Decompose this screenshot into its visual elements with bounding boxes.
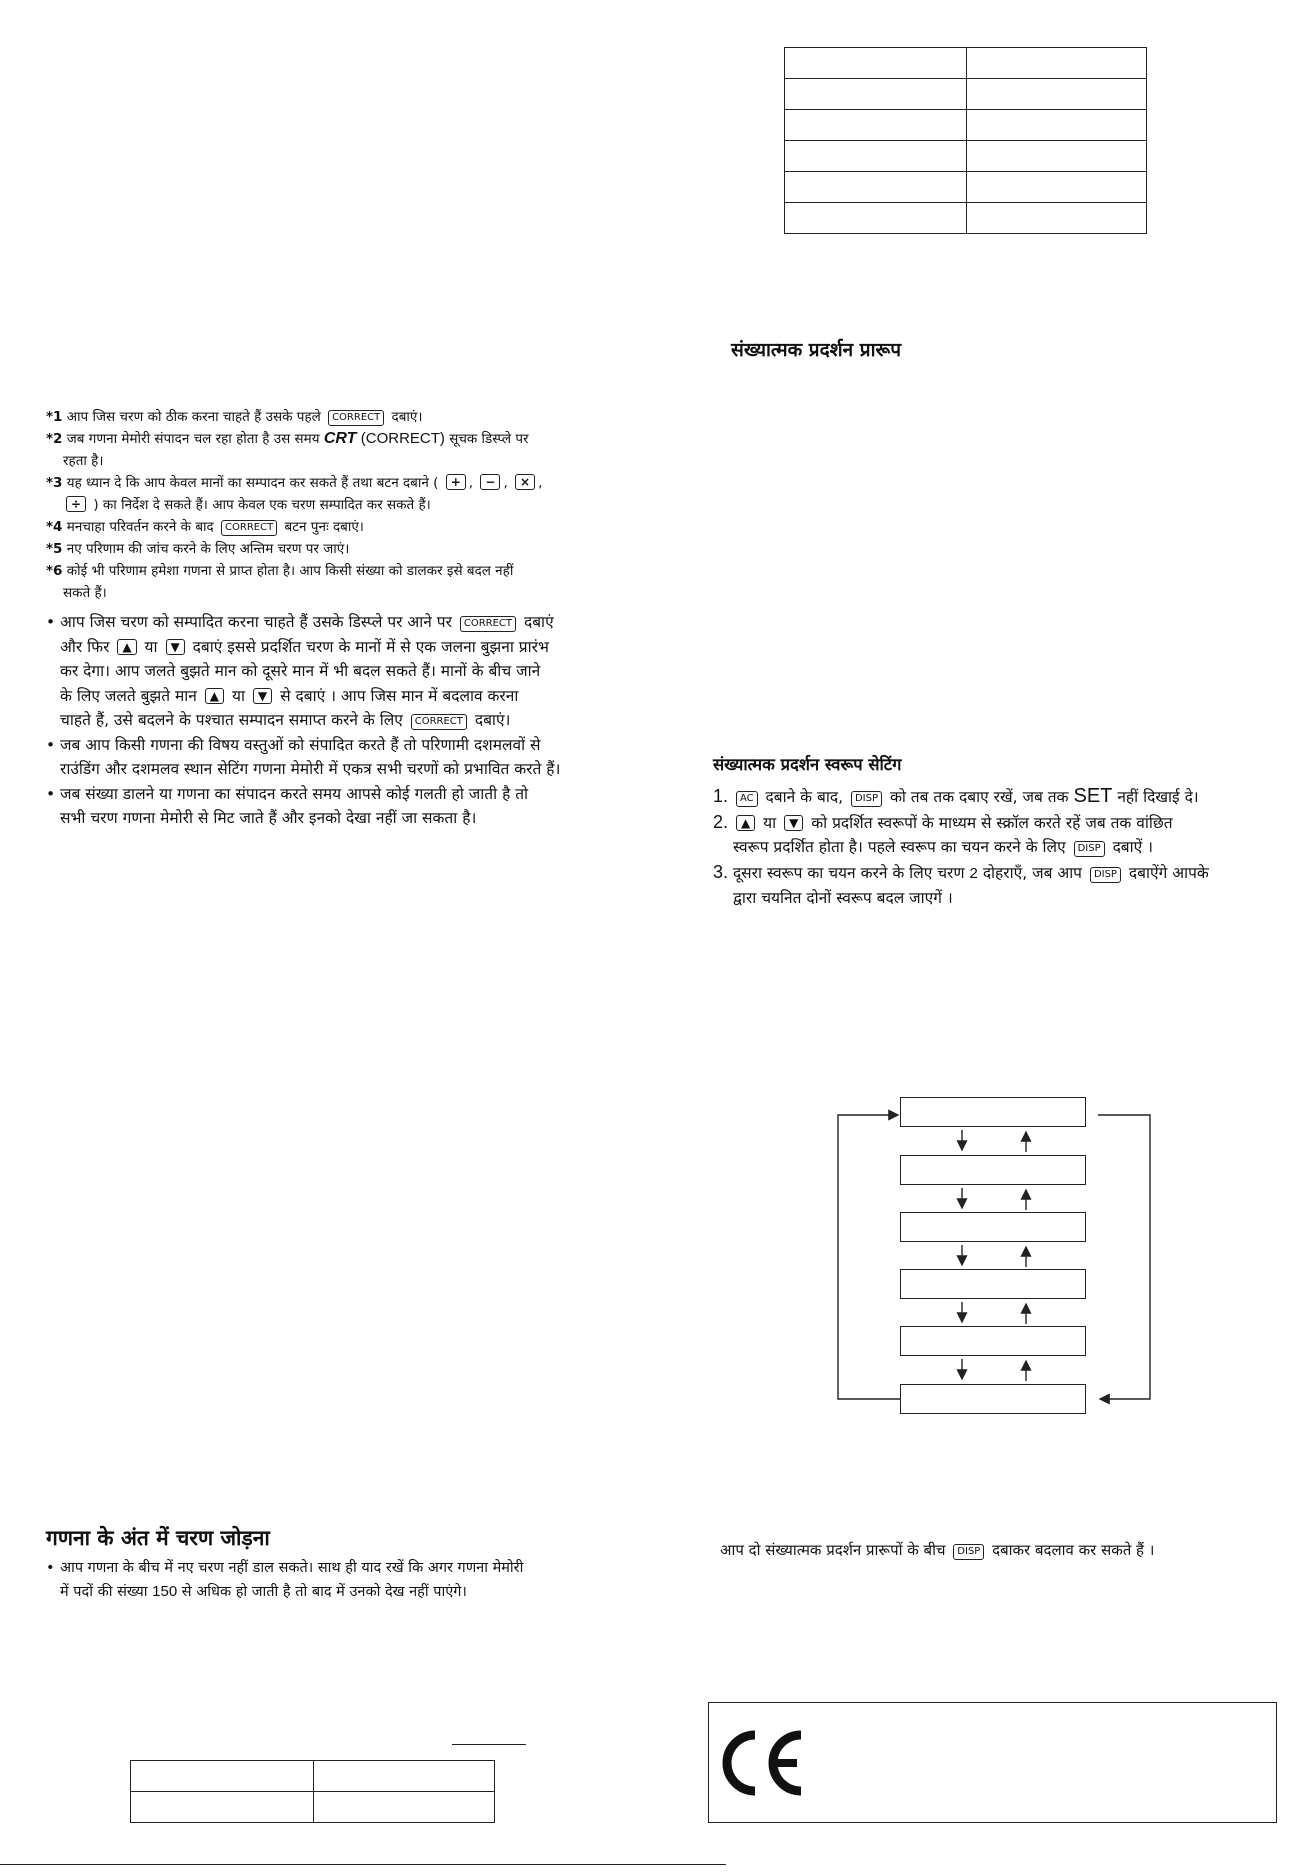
bottom-left-table <box>130 1760 495 1823</box>
footnote-5: *5 नए परिणाम की जांच करने के लिए अन्तिम चरण पर जाएं। <box>46 541 350 557</box>
bullet-item-2: • जब आप किसी गणना की विषय वस्तुओं को संपादित करते हैं तो परिणामी दशमलवों से राउंडिंग और दशमलव स्थान सेटिंग गणना मेमोरी में एकत्र सभी चरणों को प्रभावित करते हैं। <box>46 735 561 778</box>
correct-key-icon: CORRECT <box>411 714 467 730</box>
add-steps-note: • आप गणना के बीच में नए चरण नहीं डाल सकते। साथ ही याद रखें कि अगर गणना मेमोरी में पदों की संख्या 150 से अधिक हो जाती है तो बाद में उनको देख नहीं पाएंगे। <box>46 1560 524 1600</box>
up-arrow-key-icon: ▲ <box>205 688 224 704</box>
table-row <box>785 48 1147 79</box>
bullet-list <box>46 610 626 831</box>
ac-key-icon: AC <box>736 791 758 807</box>
times-key-icon: × <box>515 474 535 490</box>
cycle-arrows <box>820 1090 1160 1420</box>
bottom-rule <box>0 1864 726 1865</box>
add-steps-heading: गणना के अंत में चरण जोड़ना <box>46 1526 270 1550</box>
loop-arrow-right <box>1098 1115 1150 1399</box>
up-arrow-key-icon: ▲ <box>736 815 755 831</box>
footnotes: *1 आप जिस चरण को ठीक करना चाहते हैं उसके पहले CORRECT दबाएं। *2 जब गणना मेमोरी संपादन चल रहा होता है उस समय CRT (CORRECT) सूचक डिस्प्ले पर रहता है। *3 यह ध्यान दे कि आप केवल मानों का सम्पादन कर सकते हैं तथा बटन दबाने ( + , − , × , ÷ ) का निर्देश दे सकते हैं। आप केवल एक चरण सम्पादित कर सकते हैं। *4 मनचाहा परिवर्तन करने के बाद CORRECT बटन पुनः दबाएं। *5 नए परिणाम की जांच करने के लिए अन्तिम चरण पर जाएं। *6 कोई भी परिणाम हमेशा गणना से प्राप्त होता है। आप किसी संख्या को डालकर इसे बदल नहीं सकते हैं। <box>46 406 626 604</box>
footnote-2: *2 जब गणना मेमोरी संपादन चल रहा होता है उस समय CRT (CORRECT) सूचक डिस्प्ले पर <box>46 430 529 447</box>
divider <box>452 1744 526 1745</box>
step-1: 1. AC दबाने के बाद, DISP को तब तक दबाए रखें, जब तक SET नहीं दिखाई दे। <box>713 785 1199 807</box>
switch-note: आप दो संख्यात्मक प्रदर्शन प्रारूपों के बीच DISP दबाकर बदलाव कर सकते हैं । <box>720 1541 1155 1559</box>
disp-key-icon: DISP <box>1090 867 1121 883</box>
down-arrow-key-icon: ▼ <box>166 639 185 655</box>
down-arrow-key-icon: ▼ <box>253 688 272 704</box>
bullet-item-1: • आप जिस चरण को सम्पादित करना चाहते हैं उसके डिस्प्ले पर आने पर CORRECT दबाएं और फिर ▲ या ▼ दबाएं इससे प्रदर्शित चरण के मानों में से एक जलना बुझना प्रारंभ कर देगा। आप जलते बुझते मान को दूसरे मान में भी बदल सकते हैं। मानों के बीच जाने के लिए जलते बुझते मान ▲ या ▼ से दबाएं । आप जिस मान में बदलाव करना चाहते हैं, उसे बदलने के पश्चात सम्पादन समाप्त करने के लिए CORRECT दबाएं। <box>46 613 554 729</box>
ce-notice-box <box>708 1702 1277 1823</box>
numeric-format-heading: संख्यात्मक प्रदर्शन प्रारूप <box>731 339 902 361</box>
setting-steps <box>713 784 1293 911</box>
divide-key-icon: ÷ <box>66 496 86 512</box>
table-row <box>785 172 1147 203</box>
footnote-4: *4 मनचाहा परिवर्तन करने के बाद CORRECT बटन पुनः दबाएं। <box>46 519 364 535</box>
footnote-3: *3 यह ध्यान दे कि आप केवल मानों का सम्पादन कर सकते हैं तथा बटन दबाने ( + , − , × , <box>46 475 543 491</box>
table-row <box>785 203 1147 234</box>
step-3: 3. दूसरा स्वरूप का चयन करने के लिए चरण 2 दोहराएँ, जब आप DISP दबाऐंगे आपके द्वारा चयनित दोनों स्वरूप बदल जाएगें । <box>713 861 1209 907</box>
bullet-item-3: • जब संख्या डालने या गणना का संपादन करते समय आपसे कोई गलती हो जाती है तो सभी चरण गणना मेमोरी से मिट जाते हैं और इनको देखा नहीं जा सकता है। <box>46 784 529 827</box>
table-row <box>785 141 1147 172</box>
step-2: 2. ▲ या ▼ को प्रदर्शित स्वरूपों के माध्यम से स्क्रॉल करते रहें जब तक वांछित स्वरूप प्रदर्शित होता है। पहले स्वरूप का चयन करने के लिए DISP दबाऐं । <box>713 811 1173 856</box>
disp-key-icon: DISP <box>953 1544 984 1560</box>
loop-arrow-left <box>838 1115 900 1399</box>
table-row <box>131 1792 495 1823</box>
down-arrow-key-icon: ▼ <box>784 815 803 831</box>
disp-key-icon: DISP <box>1074 841 1105 857</box>
correct-key-icon: CORRECT <box>221 520 277 536</box>
up-arrow-key-icon: ▲ <box>117 639 136 655</box>
ce-logo-icon <box>719 1725 809 1805</box>
correct-key-icon: CORRECT <box>328 410 384 426</box>
format-setting-heading: संख्यात्मक प्रदर्शन स्वरूप सेटिंग <box>713 755 902 774</box>
footnote-1: *1 आप जिस चरण को ठीक करना चाहते हैं उसके पहले CORRECT दबाएं। <box>46 409 423 425</box>
plus-key-icon: + <box>446 474 466 490</box>
top-right-table <box>784 47 1147 234</box>
disp-key-icon: DISP <box>851 791 882 807</box>
table-row <box>785 110 1147 141</box>
minus-key-icon: − <box>480 474 500 490</box>
footnote-6: *6 कोई भी परिणाम हमेशा गणना से प्राप्त होता है। आप किसी संख्या को डालकर इसे बदल नहीं <box>46 563 514 579</box>
correct-key-icon: CORRECT <box>460 616 516 632</box>
table-row <box>131 1761 495 1792</box>
table-row <box>785 79 1147 110</box>
